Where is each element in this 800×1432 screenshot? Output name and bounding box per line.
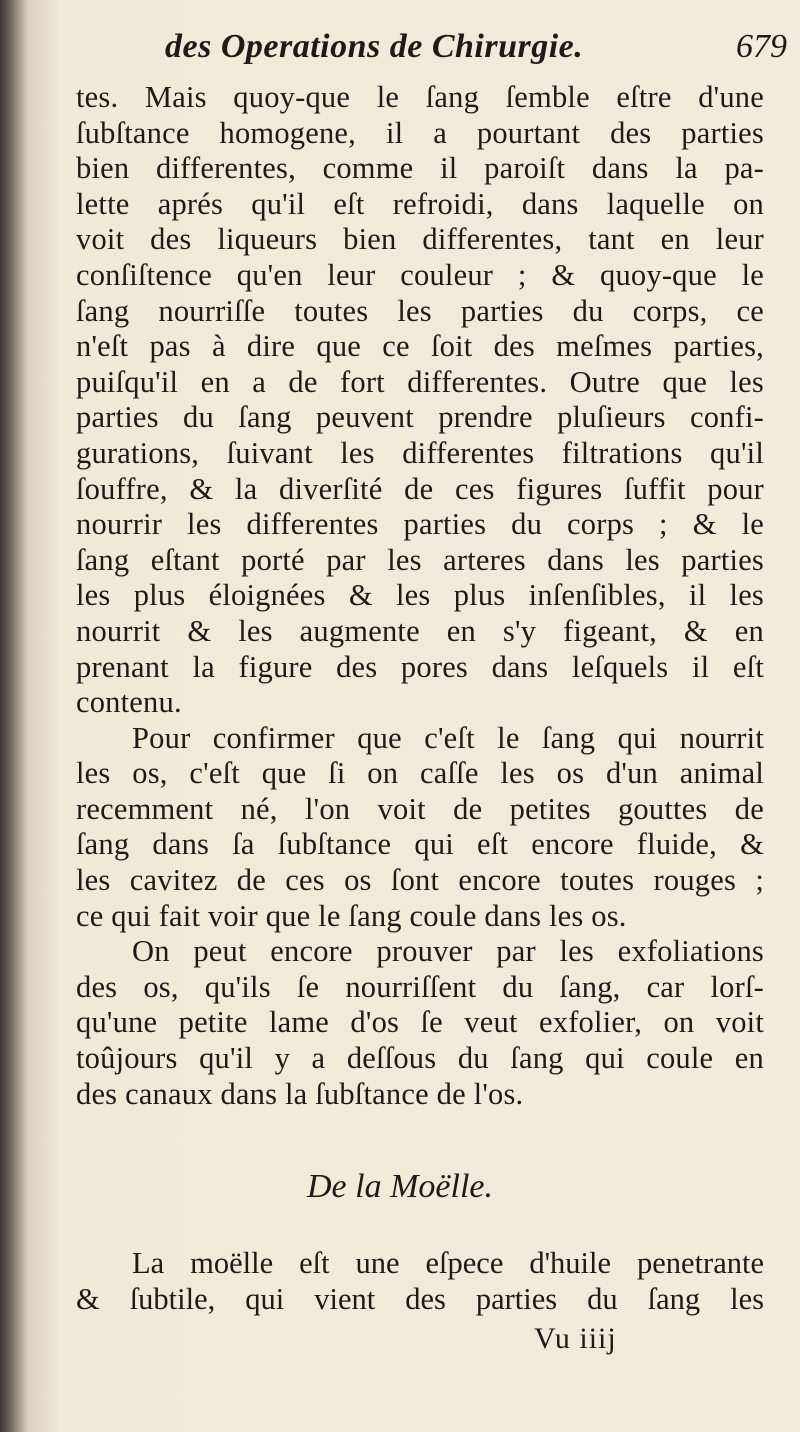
page-number: 679 [736, 28, 787, 65]
text-line: n'eſt pas à dire que ce ſoit des meſmes parties, [76, 329, 764, 364]
text-line: les cavitez de ces os ſont encore toutes rouges ; [76, 863, 764, 898]
catchword: Vu iiij [534, 1322, 617, 1355]
text-line: ſouffre, & la diverſité de ces figures ſuffit pour [76, 471, 764, 506]
text-line: prenant la figure des pores dans leſquels il eſt [76, 649, 764, 684]
text-line: ſang nourriſſe toutes les parties du corps, ce [76, 293, 764, 328]
text-line: ſang dans ſa ſubſtance qui eſt encore fluide, & [76, 827, 764, 862]
text-line: des os, qu'ils ſe nourriſſent du ſang, car lorſ- [76, 969, 764, 1004]
section-heading: De la Moëlle. [307, 1168, 493, 1205]
main-text [76, 80, 764, 1112]
text-line: les os, c'eſt que ſi on caſſe les os d'un animal [76, 756, 764, 791]
text-line: parties du ſang peuvent prendre pluſieurs confi- [76, 400, 764, 435]
text-line: contenu. [76, 685, 182, 720]
text-line: On peut encore prouver par les exfoliations [132, 934, 764, 969]
text-line: tes. Mais quoy-que le ſang ſemble eſtre d'une [76, 80, 764, 114]
text-line: des canaux dans la ſubſtance de l'os. [76, 1076, 524, 1111]
text-line: & ſubtile, qui vient des parties du ſang les [76, 1281, 764, 1316]
text-line: nourrir les differentes parties du corps ; & le [76, 507, 764, 542]
running-head: des Operations de Chirurgie. [165, 28, 584, 65]
text-line: les plus éloignées & les plus inſenſibles, il les [76, 578, 764, 613]
text-line: ſubſtance homogene, il a pourtant des parties [76, 115, 764, 150]
text-line: gurations, ſuivant les differentes filtrations qu'il [76, 435, 764, 470]
text-line: recemment né, l'on voit de petites gouttes de [76, 791, 764, 826]
text-line: qu'une petite lame d'os ſe veut exfolier, on voit [76, 1005, 764, 1040]
section-text [76, 1242, 764, 1316]
text-line: La moëlle eſt une eſpece d'huile penetrante [132, 1246, 764, 1280]
text-line: bien differentes, comme il paroiſt dans la pa- [76, 151, 764, 186]
text-line: Pour confirmer que c'eſt le ſang qui nourrit [132, 720, 764, 755]
text-line: toûjours qu'il y a deſſous du ſang qui coule en [76, 1041, 764, 1076]
text-line: ſang eſtant porté par les arteres dans les parties [76, 542, 764, 577]
text-line: lette aprés qu'il eſt refroidi, dans laquelle on [76, 186, 764, 221]
text-line: conſiſtence qu'en leur couleur ; & quoy-que le [76, 257, 764, 292]
text-line: voit des liqueurs bien differentes, tant en leur [76, 222, 764, 257]
text-line: nourrit & les augmente en s'y figeant, & en [76, 613, 764, 648]
text-line: puiſqu'il en a de fort differentes. Outre que les [76, 364, 764, 399]
text-line: ce qui fait voir que le ſang coule dans les os. [76, 898, 627, 933]
page-header [165, 28, 795, 84]
